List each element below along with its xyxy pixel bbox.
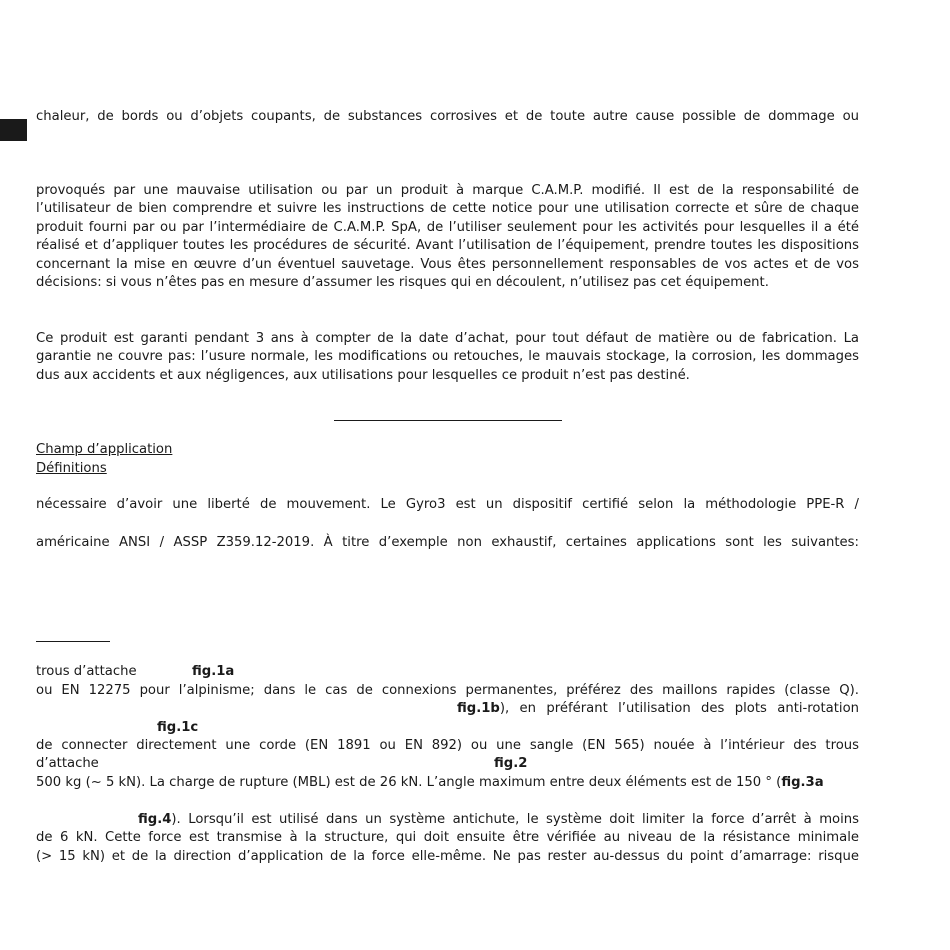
text-load: 500 kg (~ 5 kN). La charge de rupture (MBL) est de 26 kN. L’angle maximum entre deux éléments est de 150 ° ( bbox=[36, 775, 782, 790]
fig-ref-2: fig.2 bbox=[494, 756, 528, 771]
heading-scope: Champ d’application bbox=[36, 442, 173, 457]
text-line-force: de 6 kN. Cette force est transmise à la structure, qui doit ensuite être vérifiée au niveau de la résistance minimale bbox=[36, 830, 859, 845]
text-anti-rotation: ), en préférant l’utilisation des plots anti-rotation bbox=[499, 701, 859, 716]
text-line-fig4 bbox=[138, 811, 859, 829]
fig-ref-1a: fig.1a bbox=[192, 664, 235, 679]
text-fall-arrest: ). Lorsqu’il est utilisé dans un système antichute, le système doit limiter la force d’arrêt à moins bbox=[171, 812, 859, 827]
text-line-alpinism: ou EN 12275 pour l’alpinisme; dans le cas de connexions permanentes, préférez des maillons rapides (classe Q). bbox=[36, 683, 859, 698]
heading-definitions: Définitions bbox=[36, 461, 107, 476]
fig-ref-1c: fig.1c bbox=[157, 720, 199, 735]
warranty-paragraph: Ce produit est garanti pendant 3 ans à compter de la date d’achat, pour tout défaut de matière ou de fabrication. La garantie ne couvre pas: l’usure normale, les modifications ou retouches, le mauvais stockage, la corrosion, les dommages dus aux accidents et aux négligences, aux utilisations pour lesquelles ce produit n’est pas destiné. bbox=[36, 331, 859, 383]
short-divider bbox=[36, 641, 110, 642]
responsibility-paragraph: provoqués par une mauvaise utilisation ou par un produit à marque C.A.M.P. modifié. Il est de la responsabilité de l’utilisateur de bien comprendre et suivre les instructions de cette notice pour une utilisation correcte et sûre de chaque produit fourni par ou par l’intermédiaire de C.A.M.P. SpA, de l’utiliser seulement pour les activités pour lesquelles il a été réalisé et d’appliquer toutes les procédures de sécurité. Avant l’utilisation de l’équipement, prendre toutes les dispositions concernant la mise en œuvre d’un éventuel sauvetage. Vous êtes personnellement responsables de vos actes et de vos décisions: si vous n’êtes pas en mesure d’assumer les risques qui en découlent, n’utilisez pas cet équipement. bbox=[36, 183, 859, 291]
text-attach-holes: trous d’attache bbox=[36, 664, 137, 679]
section-divider bbox=[334, 420, 562, 421]
text-attach: d’attache bbox=[36, 756, 99, 771]
text-line-rope: de connecter directement une corde (EN 1891 ou EN 892) ou une sangle (EN 565) nouée à l’intérieur des trous bbox=[36, 738, 859, 753]
fig-ref-4: fig.4 bbox=[138, 812, 172, 827]
text-line-heat: chaleur, de bords ou d’objets coupants, de substances corrosives et de toute autre cause possible de dommage ou bbox=[36, 109, 859, 124]
text-line-fig1b bbox=[457, 700, 859, 718]
page-side-tab bbox=[0, 119, 27, 141]
text-line-ansi: américaine ANSI / ASSP Z359.12-2019. À titre d’exemple non exhaustif, certaines applications sont les suivantes: bbox=[36, 535, 859, 550]
text-line-direction: (> 15 kN) et de la direction d’application de la force elle-même. Ne pas rester au-dessus du point d’amarrage: risque bbox=[36, 849, 859, 864]
text-line-load bbox=[36, 774, 824, 792]
fig-ref-3a: fig.3a bbox=[781, 775, 824, 790]
text-line-movement: nécessaire d’avoir une liberté de mouvement. Le Gyro3 est un dispositif certifié selon la méthodologie PPE-R / bbox=[36, 497, 859, 512]
fig-ref-1b: fig.1b bbox=[457, 701, 500, 716]
